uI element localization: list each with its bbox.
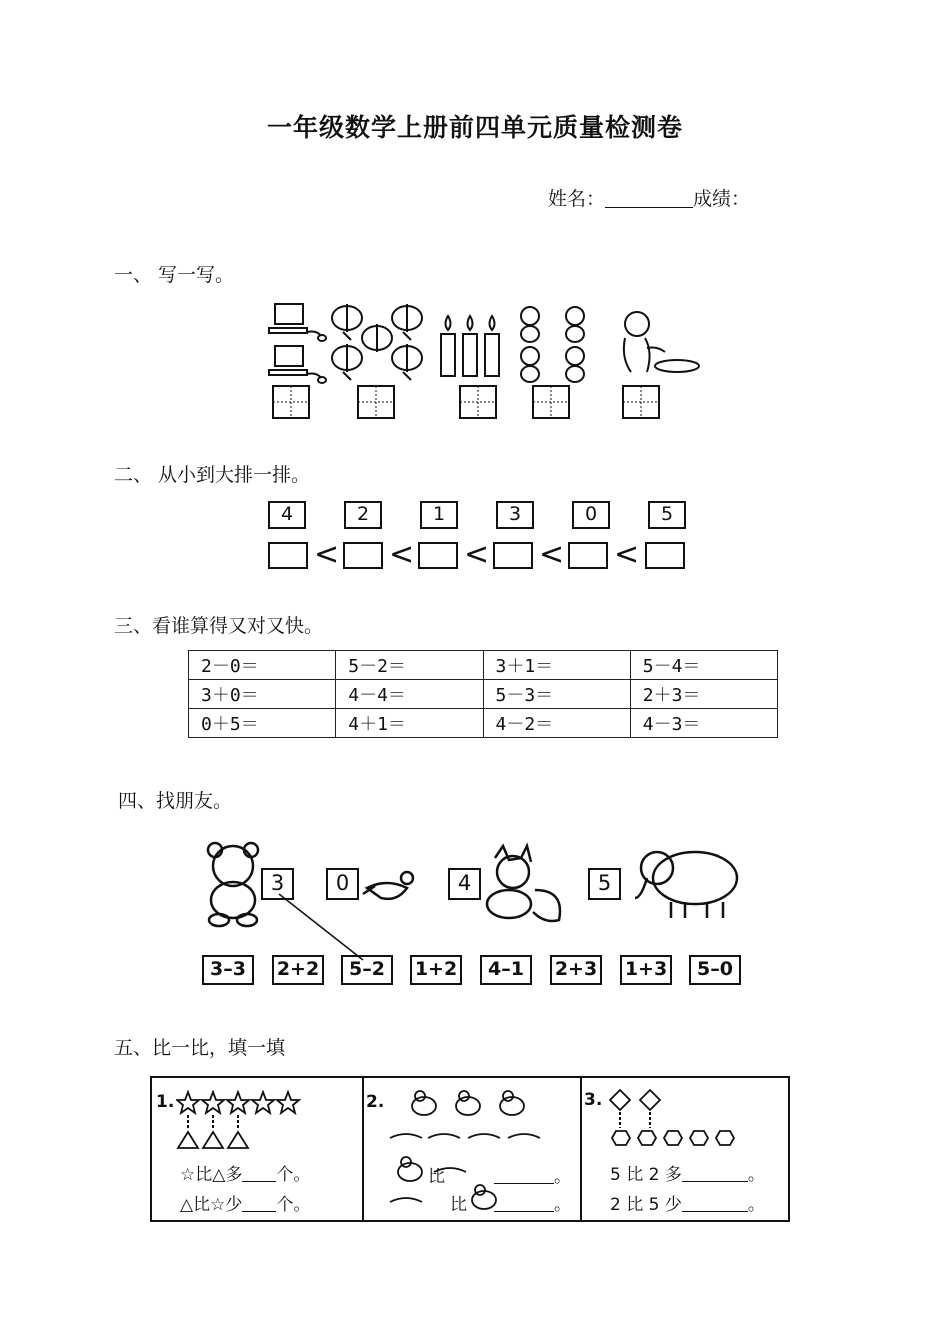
blank[interactable] <box>242 1195 276 1212</box>
calc-cell[interactable]: 3＋1＝ <box>483 651 630 680</box>
expression-box[interactable]: 1+2 <box>410 955 462 985</box>
fox-icon <box>487 846 560 921</box>
stars-triangles <box>176 1090 306 1152</box>
bear-icon <box>208 843 258 926</box>
blank[interactable] <box>494 1195 554 1212</box>
less-than-sign: < <box>539 537 565 572</box>
calc-cell[interactable]: 2－0＝ <box>189 651 336 680</box>
monkey-icon <box>624 312 699 372</box>
name-label: 姓名： <box>548 188 606 210</box>
less-than-sign: < <box>389 537 415 572</box>
calc-cell[interactable]: 5－3＝ <box>483 680 630 709</box>
sort-number: 5 <box>648 501 686 529</box>
part-1-number: 1. <box>156 1092 175 1112</box>
expression-box[interactable]: 4–1 <box>480 955 532 985</box>
expression-box[interactable]: 2+3 <box>550 955 602 985</box>
less-than-sign: < <box>464 537 490 572</box>
blank[interactable] <box>494 1167 554 1184</box>
table-row <box>189 680 778 709</box>
animal-number-box: 0 <box>326 868 359 900</box>
sort-number: 1 <box>420 501 458 529</box>
divider <box>362 1078 364 1220</box>
expression-box[interactable]: 2+2 <box>272 955 324 985</box>
computer-icon <box>269 304 326 383</box>
divider <box>580 1078 582 1220</box>
diamonds-hexagons <box>606 1088 746 1152</box>
calc-cell[interactable]: 4－2＝ <box>483 709 630 738</box>
calculation-table <box>188 650 778 738</box>
answer-box[interactable] <box>268 542 308 569</box>
table-row <box>189 709 778 738</box>
section-3-heading: 三、看谁算得又对又快。 <box>114 615 324 637</box>
calc-cell[interactable]: 0＋5＝ <box>189 709 336 738</box>
section-2-heading: 二、 从小到大排一排。 <box>114 464 311 486</box>
part-2-line-2: 比 <box>450 1195 467 1215</box>
lantern-icon <box>332 304 422 380</box>
part-2-number: 2. <box>366 1092 385 1112</box>
part-1-line-2: △比☆少 个。 <box>180 1195 311 1215</box>
answer-box[interactable] <box>343 542 383 569</box>
part-1-line-1: ☆比△多 个。 <box>180 1165 311 1185</box>
part-3-line-2: 2 比 5 少 。 <box>610 1195 765 1215</box>
section-1-heading: 一、 写一写。 <box>114 264 235 286</box>
calc-cell[interactable]: 5－2＝ <box>336 651 483 680</box>
less-than-sign: < <box>614 537 640 572</box>
calc-cell[interactable]: 2＋3＝ <box>630 680 777 709</box>
score-label: 成绩： <box>693 188 751 210</box>
candle-icon <box>441 316 499 376</box>
table-row <box>189 651 778 680</box>
part-3-line-1: 5 比 2 多 。 <box>610 1165 765 1185</box>
blank[interactable] <box>682 1195 748 1212</box>
bear-icon <box>521 307 584 382</box>
answer-box[interactable] <box>418 542 458 569</box>
diamond-icon <box>610 1090 660 1110</box>
page-title: 一年级数学上册前四单元质量检测卷 <box>266 113 683 142</box>
sort-number: 3 <box>496 501 534 529</box>
star-icon <box>177 1092 299 1113</box>
animal-number-box: 5 <box>588 868 621 900</box>
animal-number-box: 3 <box>261 868 294 900</box>
calc-cell[interactable]: 3＋0＝ <box>189 680 336 709</box>
sort-number: 2 <box>344 501 382 529</box>
expression-box[interactable]: 5–0 <box>689 955 741 985</box>
compare-panel <box>150 1076 790 1222</box>
part-3-number: 3. <box>584 1090 603 1110</box>
answer-box[interactable] <box>568 542 608 569</box>
expression-box[interactable]: 5–2 <box>341 955 393 985</box>
calc-cell[interactable]: 4＋1＝ <box>336 709 483 738</box>
write-count-pictures <box>255 298 700 422</box>
part-2-line-2-blank: 。 <box>494 1190 571 1215</box>
hexagon-icon <box>612 1131 734 1145</box>
student-info <box>548 184 750 211</box>
calc-cell[interactable]: 5－4＝ <box>630 651 777 680</box>
animal-number-box: 4 <box>448 868 481 900</box>
connect-line <box>279 894 363 960</box>
expression-box[interactable]: 3–3 <box>202 955 254 985</box>
elephant-icon <box>635 852 737 918</box>
bird-icon <box>363 872 413 899</box>
expression-box[interactable]: 1+3 <box>620 955 672 985</box>
writing-boxes <box>273 386 659 418</box>
answer-box[interactable] <box>645 542 685 569</box>
calc-cell[interactable]: 4－3＝ <box>630 709 777 738</box>
name-field[interactable] <box>605 188 693 208</box>
sort-number: 4 <box>268 501 306 529</box>
section-4-heading: 四、找朋友。 <box>118 790 233 812</box>
blank[interactable] <box>682 1165 748 1182</box>
calc-cell[interactable]: 4－4＝ <box>336 680 483 709</box>
blank[interactable] <box>242 1165 276 1182</box>
section-5-heading: 五、比一比，填一填 <box>114 1037 286 1059</box>
less-than-sign: < <box>314 537 340 572</box>
part-2-line-1-blank: 。 <box>494 1162 571 1187</box>
sort-number: 0 <box>572 501 610 529</box>
answer-box[interactable] <box>493 542 533 569</box>
part-2-line-1: 比 <box>428 1167 445 1187</box>
triangle-icon <box>178 1132 248 1148</box>
